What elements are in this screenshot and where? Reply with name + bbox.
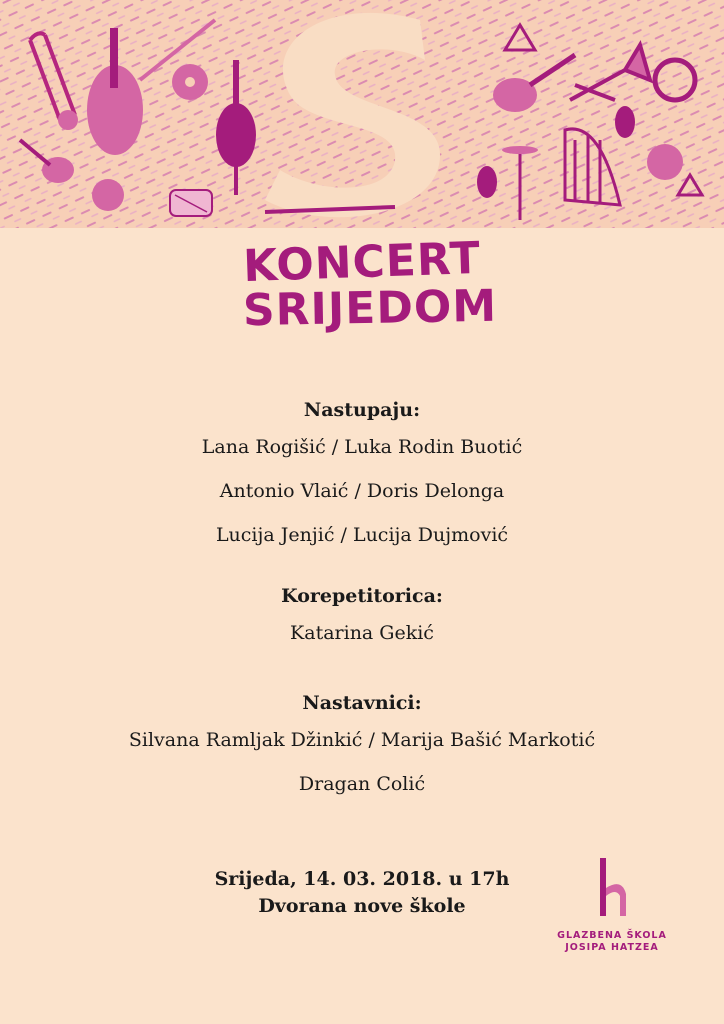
small-violin-icon-2 bbox=[477, 166, 497, 198]
section-accompanist bbox=[0, 582, 724, 644]
performer-line: Lana Rogišić / Luka Rodin Buotić bbox=[201, 436, 523, 458]
school-name-line-1: GLAZBENA ŠKOLA bbox=[557, 930, 667, 941]
school-logo-h-icon bbox=[552, 856, 672, 926]
event-date: Srijeda, 14. 03. 2018. u 17h bbox=[214, 868, 510, 890]
section-heading: Nastavnici: bbox=[302, 692, 422, 714]
section-performers bbox=[0, 396, 724, 546]
performer-line: Lucija Jenjić / Lucija Dujmović bbox=[215, 524, 509, 546]
small-violin-icon bbox=[615, 106, 635, 138]
instruments-banner bbox=[0, 0, 724, 228]
cymbal-icon bbox=[92, 179, 124, 211]
school-logo bbox=[552, 856, 672, 954]
teacher-line: Dragan Colić bbox=[298, 773, 426, 795]
title-line-2: SRIJEDOM bbox=[242, 280, 498, 337]
section-teachers bbox=[0, 689, 724, 795]
teacher-line: Silvana Ramljak Džinkić / Marija Bašić Markotić bbox=[128, 729, 596, 751]
cymbal-icon-2 bbox=[647, 144, 683, 180]
title-line-1: KONCERT bbox=[242, 232, 482, 293]
event-venue: Dvorana nove škole bbox=[258, 895, 466, 917]
accompanist-line: Katarina Gekić bbox=[290, 622, 434, 644]
instruments-illustration bbox=[0, 0, 724, 228]
section-heading: Nastupaju: bbox=[303, 399, 421, 421]
section-heading: Korepetitorica: bbox=[281, 585, 443, 607]
performer-line: Antonio Vlaić / Doris Delonga bbox=[219, 480, 505, 502]
school-name-line-2: JOSIPA HATZEA bbox=[565, 942, 659, 953]
drum-icon bbox=[170, 190, 212, 216]
poster-title bbox=[0, 232, 724, 337]
